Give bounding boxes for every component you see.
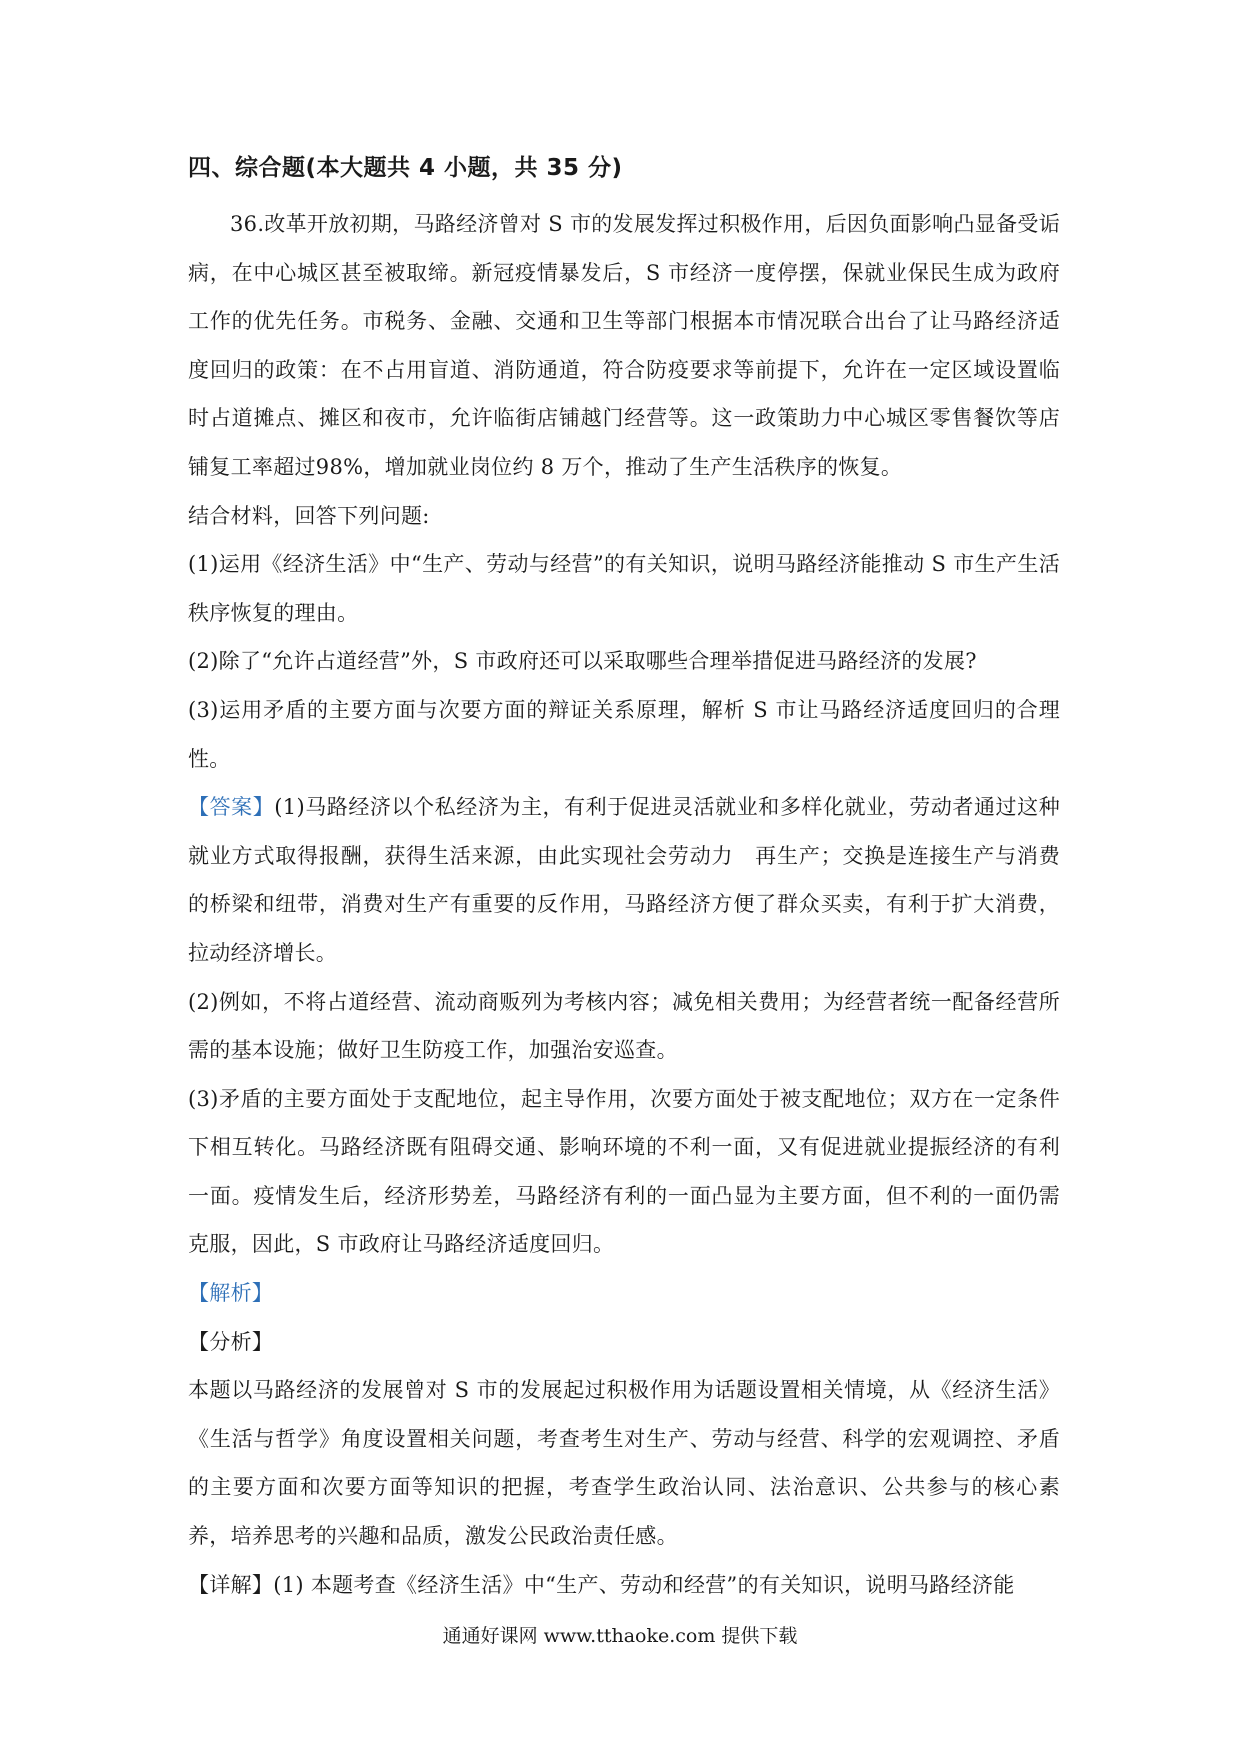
analysis-label: 【解析】 (188, 1281, 274, 1306)
question-prompt: 结合材料，回答下列问题: (188, 503, 430, 528)
detail-label: 【详解】 (188, 1572, 274, 1597)
document-body (188, 150, 1060, 1609)
answer-1: (1)马路经济以个私经济为主，有利于促进灵活就业和多样化就业，劳动者通过这种就业方式取得报酬，获得生活来源，由此实现社会劳动力 再生产；交换是连接生产与消费的桥梁和纽带，消费对生产有重要的反作用，马路经济方便了群众买卖，有利于扩大消费，拉动经济增长。 (188, 795, 1060, 965)
analysis-sub-label: 【分析】 (188, 1329, 274, 1354)
sub-question-3: (3)运用矛盾的主要方面与次要方面的辩证关系原理，解析 S 市让马路经济适度回归的合理性。 (188, 697, 1060, 771)
answer-2: (2)例如，不将占道经营、流动商贩列为考核内容；减免相关费用；为经营者统一配备经营所需的基本设施；做好卫生防疫工作，加强治安巡查。 (188, 989, 1060, 1063)
sub-question-2: (2)除了“允许占道经营”外，S 市政府还可以采取哪些合理举措促进马路经济的发展? (188, 649, 977, 674)
analysis-text: 本题以马路经济的发展曾对 S 市的发展起过积极作用为话题设置相关情境，从《经济生活》《生活与哲学》角度设置相关问题，考查考生对生产、劳动与经营、科学的宏观调控、矛盾的主要方面和次要方面等知识的把握，考查学生政治认同、法治意识、公共参与的核心素养，培养思考的兴趣和品质，激发公民政治责任感。 (188, 1378, 1060, 1549)
answer-1-paragraph (188, 783, 1060, 977)
detail-text: (1) 本题考查《经济生活》中“生产、劳动和经营”的有关知识，说明马路经济能 (273, 1572, 1015, 1597)
sub-question-1: (1)运用《经济生活》中“生产、劳动与经营”的有关知识，说明马路经济能推动 S 市生产生活秩序恢复的理由。 (188, 552, 1060, 625)
question-stem: 36.改革开放初期，马路经济曾对 S 市的发展发挥过积极作用，后因负面影响凸显备受诟病，在中心城区甚至被取缔。新冠疫情暴发后，S 市经济一度停摆，保就业保民生成为政府工作的优先任务。市税务、金融、交通和卫生等部门根据本市情况联合出台了让马路经济适度回归的政策：在不占用盲道、消防通道，符合防疫要求等前提下，允许在一定区域设置临时占道摊点、摊区和夜市，允许临街店铺越门经营等。这一政策助力中心城区零售餐饮等店铺复工率超过98%，增加就业岗位约 8 万个，推动了生产生活秩序的恢复。 (188, 212, 1060, 479)
detail-paragraph (188, 1561, 1060, 1610)
page-footer: 通通好课网 www.tthaoke.com 提供下载 (442, 1625, 798, 1647)
answer-label: 【答案】 (188, 795, 275, 820)
section-title: 四、综合题(本大题共 4 小题，共 35 分) (188, 155, 623, 181)
answer-3: (3)矛盾的主要方面处于支配地位，起主导作用，次要方面处于被支配地位；双方在一定条件下相互转化。马路经济既有阻碍交通、影响环境的不利一面，又有促进就业提振经济的有利一面。疫情发生后，经济形势差，马路经济有利的一面凸显为主要方面，但不利的一面仍需克服，因此，S 市政府让马路经济适度回归。 (188, 1086, 1060, 1257)
